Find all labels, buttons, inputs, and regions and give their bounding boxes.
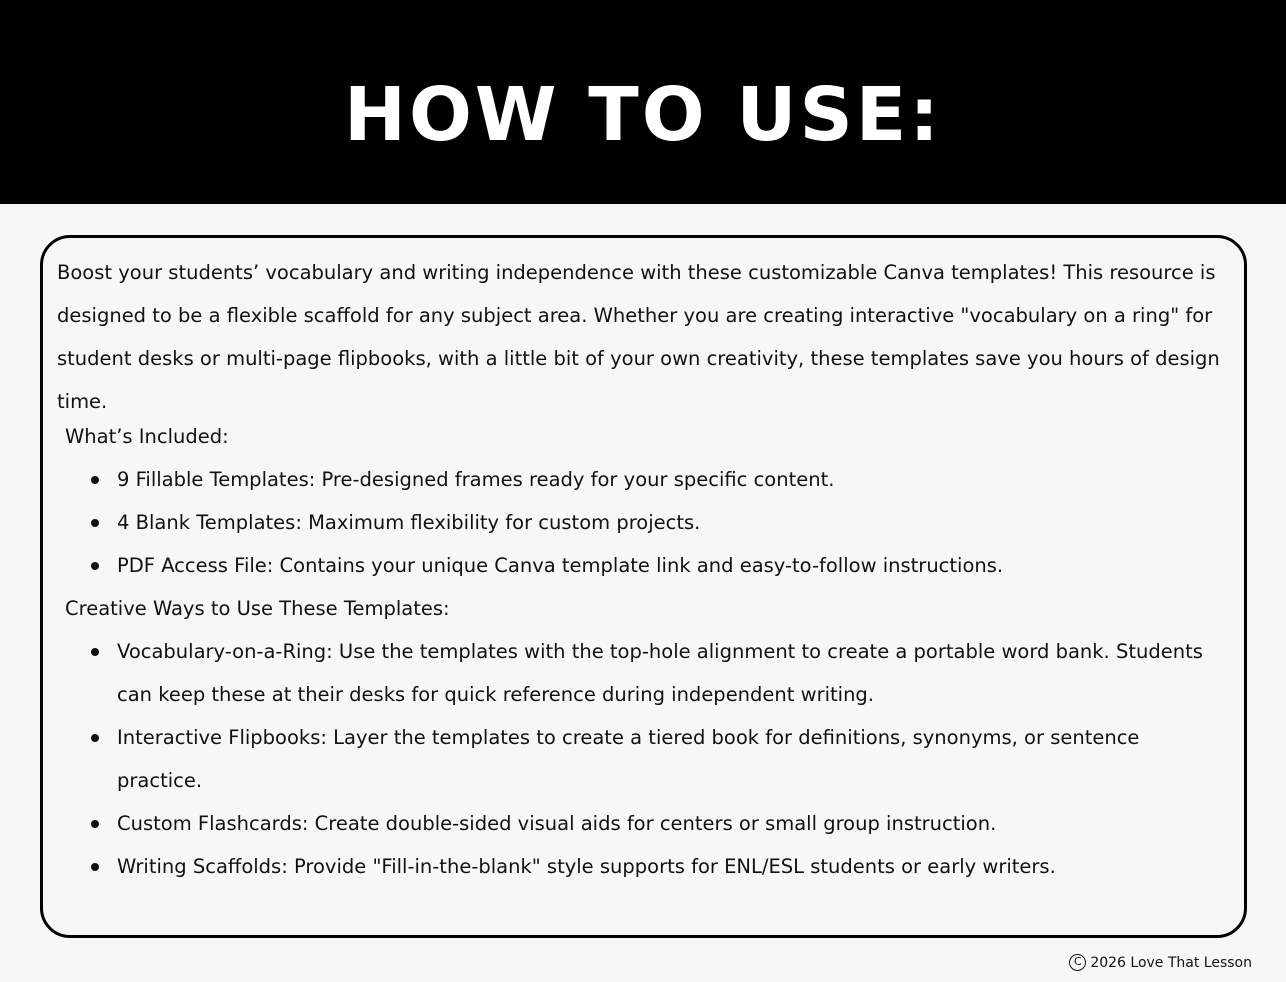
list-item-text: 9 Fillable Templates: Pre-designed frames ready for your specific content. bbox=[117, 468, 835, 491]
header-banner bbox=[0, 0, 1286, 204]
page-title: HOW TO USE: bbox=[344, 72, 942, 158]
copyright-text: 2026 Love That Lesson bbox=[1090, 954, 1252, 971]
bullet-icon bbox=[91, 820, 99, 828]
included-heading: What’s Included: bbox=[65, 425, 229, 448]
list-item bbox=[87, 544, 1222, 587]
creative-list bbox=[87, 630, 1222, 888]
included-list bbox=[87, 458, 1222, 587]
instructions-card bbox=[40, 235, 1247, 938]
copyright-icon: C bbox=[1069, 954, 1086, 971]
bullet-icon bbox=[91, 519, 99, 527]
list-item bbox=[87, 845, 1222, 888]
list-item bbox=[87, 802, 1222, 845]
intro-paragraph: Boost your students’ vocabulary and writing independence with these customizable Canva templates! This resource is designed to be a flexible scaffold for any subject area. Whether you are creating interactive "vocabulary on a ring" for student desks or multi-page flipbooks, with a little bit of your own creativity, these templates save you hours of design time. bbox=[57, 261, 1220, 413]
list-item bbox=[87, 630, 1222, 716]
list-item-text: PDF Access File: Contains your unique Canva template link and easy-to-follow instructions. bbox=[117, 554, 1004, 577]
list-item-text: Vocabulary-on-a-Ring: Use the templates with the top-hole alignment to create a portable word bank. Students can keep these at their desks for quick reference during independent writing. bbox=[117, 640, 1203, 706]
bullet-icon bbox=[91, 863, 99, 871]
list-item-text: Custom Flashcards: Create double-sided visual aids for centers or small group instruction. bbox=[117, 812, 997, 835]
bullet-icon bbox=[91, 648, 99, 656]
list-item bbox=[87, 458, 1222, 501]
bullet-icon bbox=[91, 476, 99, 484]
bullet-icon bbox=[91, 562, 99, 570]
list-item-text: 4 Blank Templates: Maximum flexibility for custom projects. bbox=[117, 511, 701, 534]
creative-heading: Creative Ways to Use These Templates: bbox=[65, 597, 450, 620]
copyright-footer bbox=[1069, 954, 1252, 971]
list-item-text: Interactive Flipbooks: Layer the templates to create a tiered book for definitions, synonyms, or sentence practice. bbox=[117, 726, 1140, 792]
list-item-text: Writing Scaffolds: Provide "Fill-in-the-blank" style supports for ENL/ESL students or early writers. bbox=[117, 855, 1056, 878]
list-item bbox=[87, 716, 1222, 802]
list-item bbox=[87, 501, 1222, 544]
bullet-icon bbox=[91, 734, 99, 742]
